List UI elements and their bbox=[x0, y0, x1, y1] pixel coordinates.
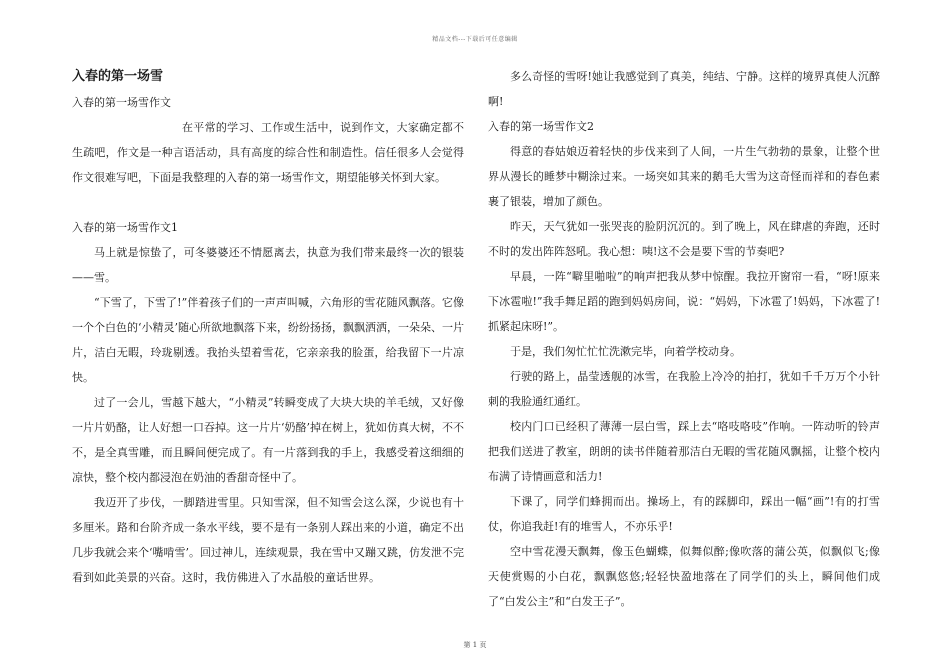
paragraph: 校内门口已经积了薄薄一层白雪，踩上去“咯吱咯吱”作响。一阵动听的铃声把我们送进了教室，朗朗的读书伴随着那洁白无暇的雪花随风飘摇，让整个校内布满了诗情画意和活力! bbox=[488, 420, 880, 483]
right-column bbox=[488, 64, 880, 614]
paragraph: 行驶的路上，晶莹透舰的冰雪，在我脸上冷冷的拍打，犹如千千万万个小针刺的我脸通红通红。 bbox=[488, 370, 880, 408]
paragraph: 于是，我们匆忙忙忙洗漱完毕，向着学校动身。 bbox=[510, 345, 741, 358]
document-subtitle: 入春的第一场雪作文 bbox=[72, 96, 171, 109]
paragraph: 昨天，天气犹如一张哭丧的脸阴沉沉的。到了晚上，风在肆虐的奔跑，还时不时的发出阵阵怒吼。我心想：咦!这不会是要下雪的节奏吧? bbox=[488, 220, 880, 258]
paragraph: 下课了，同学们蜂拥而出。操场上，有的踩脚印，踩出一幅“画”!有的打雪仗，你追我赶!有的堆雪人，不亦乐乎! bbox=[488, 495, 880, 533]
page-number: 第 1 页 bbox=[463, 641, 487, 649]
paragraph: 空中雪花漫天飘舞，像玉色蝴蝶，似舞似醉;像吹落的蒲公英，似飘似飞;像天使赏赐的小白花，飘飘悠悠;轻轻快盈地落在了同学们的头上，瞬间他们成了“白发公主”和“白发王子”。 bbox=[488, 545, 880, 608]
paragraph: 过了一会儿，雪越下越大，“小精灵”转瞬变成了大块大块的羊毛绒，又好像一片片奶酪，让人好想一口吞掉。这一片片‘奶酪’掉在树上，犹如仿真大树，不不不，是全真雪雕，而且瞬间便完成了。有一片落到我的手上，我感受着这细细的凉快，整个校内都浸泡在奶油的香甜奇怪中了。 bbox=[72, 396, 464, 484]
document-title: 入春的第一场雪 bbox=[72, 69, 164, 84]
intro-paragraph: 在平常的学习、工作或生活中，说到作文，大家确定都不生疏吧，作文是一种言语活动，具有高度的综合性和制造性。信任很多人会觉得作文很难写吧，下面是我整理的入春的第一场雪作文，期望能够关怀到大家。 bbox=[72, 121, 464, 184]
section-title-2: 入春的第一场雪作文2 bbox=[488, 120, 594, 133]
paragraph: 多么奇怪的雪呀!她让我感觉到了真美，纯结、宁静。这样的境界真使人沉醉啊! bbox=[488, 70, 880, 108]
spacer bbox=[72, 190, 464, 215]
paragraph: 我迈开了步伐，一脚踏进雪里。只知雪深，但不知雪会这么深，少说也有十多厘米。路和台阶齐成一条水平线，要不是有一条别人踩出来的小道，确定不出几步我就会来个‘嘴啃雪’。回过神儿，连续观景，我在雪中又蹦又跳，仿发泄不完看到如此美景的兴奋。这时，我仿佛进入了水晶般的童话世界。 bbox=[72, 496, 464, 584]
left-column bbox=[72, 64, 464, 590]
paragraph: 得意的春姑娘迈着轻快的步伐来到了人间，一片生气勃勃的景象，让整个世界从漫长的睡梦中糊涂过来。一场突如其来的鹅毛大雪为这奇怪而祥和的春色素裹了银装，增加了颜色。 bbox=[488, 145, 880, 208]
paragraph: 马上就是惊蛰了，可冬婆婆还不情愿离去，执意为我们带来最终一次的银装——雪。 bbox=[72, 246, 464, 284]
paragraph: “下雪了，下雪了!”伴着孩子们的一声声叫喊，六角形的雪花随风飘落。它像一个个白色的‘小精灵’随心所欲地飘落下来，纷纷扬扬，飘飘洒洒，一朵朵、一片片，洁白无暇，玲珑剔透。我抬头望着雪花，它亲亲我的脸蛋，给我留下一片凉快。 bbox=[72, 296, 464, 384]
section-title-1: 入春的第一场雪作文1 bbox=[72, 221, 178, 234]
paragraph: 早晨，一阵“噼里啪啦”的响声把我从梦中惊醒。我拉开窗帘一看，“呀!原来下冰雹啦!”我手舞足蹈的跑到妈妈房间，说：“妈妈，下冰雹了!妈妈，下冰雹了!抓紧起床呀!”。 bbox=[488, 270, 880, 333]
page-header: 精品文档---下载后可任意编辑 bbox=[432, 36, 518, 43]
